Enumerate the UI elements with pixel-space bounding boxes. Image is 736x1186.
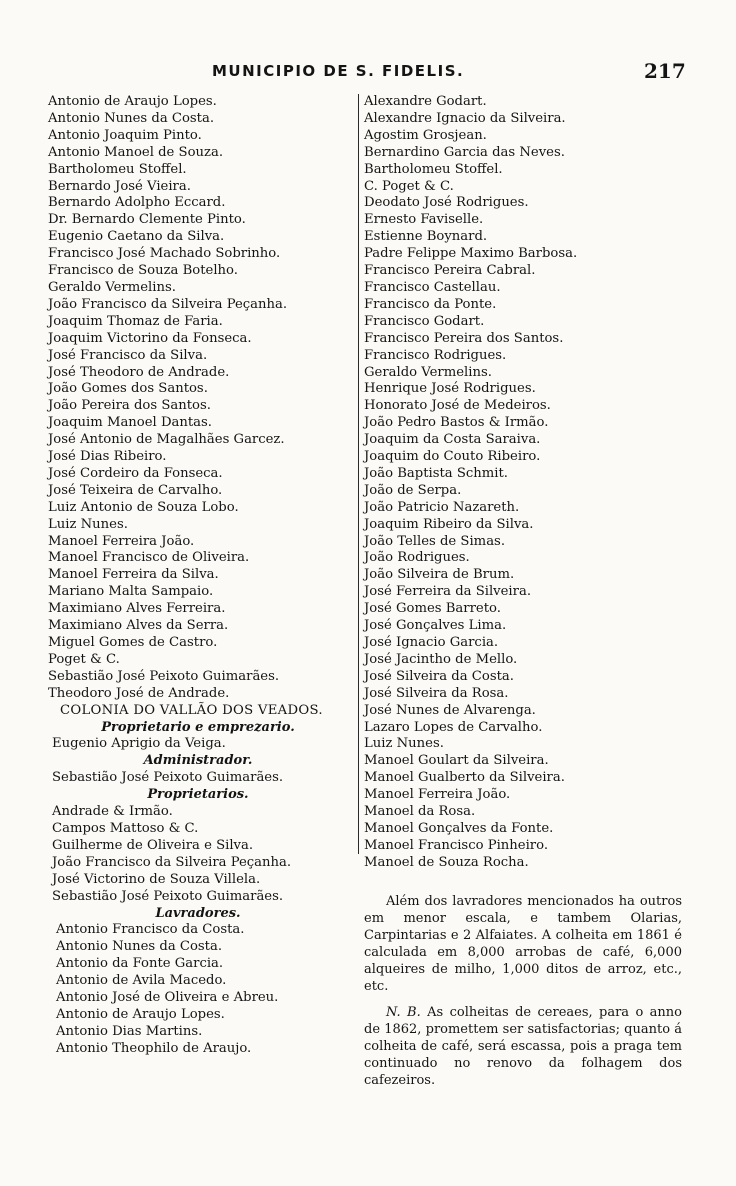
list-item: Manoel de Souza Rocha. xyxy=(364,854,529,870)
column-divider xyxy=(358,94,359,854)
list-item: Luiz Antonio de Souza Lobo. xyxy=(48,499,239,515)
list-item: Antonio José de Oliveira e Abreu. xyxy=(56,990,279,1006)
list-item: Henrique José Rodrigues. xyxy=(364,381,536,397)
list-item: João Gomes dos Santos. xyxy=(48,381,208,397)
list-item: Maximiano Alves da Serra. xyxy=(48,618,229,634)
list-item: João Patricio Nazareth. xyxy=(364,499,520,515)
proprietario-name: Eugenio Aprigio da Veiga. xyxy=(52,736,226,752)
proprietario-heading: Proprietario e emprezario. xyxy=(101,719,295,735)
list-item: Manoel Ferreira João. xyxy=(364,787,511,803)
note-text: As colheitas de cereaes, para o anno de 1862, promettem ser satisfactorias; quanto á colheita de café, será escassa, pois a praga tem continuado no renovo da folhagem dos cafezeiros. xyxy=(364,1005,682,1088)
list-item: Geraldo Vermelins. xyxy=(48,279,176,295)
list-item: Poget & C. xyxy=(48,651,120,667)
list-item: José Ignacio Garcia. xyxy=(364,635,499,650)
list-item: Theodoro José de Andrade. xyxy=(48,685,230,701)
list-item: Eugenio Caetano da Silva. xyxy=(48,229,225,245)
list-item: José Nunes de Alvarenga. xyxy=(364,702,536,718)
note-paragraph xyxy=(364,1004,682,1089)
list-item: José Jacintho de Mello. xyxy=(364,651,518,667)
list-item: Antonio Theophilo de Araujo. xyxy=(56,1040,252,1056)
lavradores-list xyxy=(48,922,354,1057)
list-item: Sebastião José Peixoto Guimarães. xyxy=(52,888,284,904)
list-item: Joaquim Manoel Dantas. xyxy=(48,415,213,431)
list-item: Antonio de Araujo Lopes. xyxy=(48,94,217,109)
list-item: Guilherme de Oliveira e Silva. xyxy=(52,837,254,853)
list-item: Padre Felippe Maximo Barbosa. xyxy=(364,246,578,262)
list-item: Antonio de Avila Macedo. xyxy=(56,973,227,989)
list-item: José Cordeiro da Fonseca. xyxy=(48,465,223,481)
list-item: Bartholomeu Stoffel. xyxy=(48,161,187,177)
list-item: Mariano Malta Sampaio. xyxy=(48,584,214,600)
names-list xyxy=(364,94,682,872)
list-item: Miguel Gomes de Castro. xyxy=(48,635,218,650)
list-item: João Rodrigues. xyxy=(364,550,470,566)
list-item: Francisco Godart. xyxy=(364,313,485,329)
list-item: Antonio Nunes da Costa. xyxy=(48,110,215,126)
list-item: Campos Mattoso & C. xyxy=(52,820,199,836)
list-item: José Gonçalves Lima. xyxy=(364,618,507,634)
list-item: Manoel da Rosa. xyxy=(364,804,476,820)
list-item: Bernardino Garcia das Neves. xyxy=(364,144,565,160)
list-item: José Silveira da Rosa. xyxy=(364,685,509,701)
list-item: Bernardo Adolpho Eccard. xyxy=(48,195,226,211)
page-number: 217 xyxy=(644,59,686,83)
proprietarios-heading: Proprietarios. xyxy=(147,787,249,803)
list-item: João Silveira de Brum. xyxy=(364,567,515,583)
list-item: Honorato José de Medeiros. xyxy=(364,398,551,414)
list-item: Ernesto Faviselle. xyxy=(364,212,484,228)
note-label: N. B. xyxy=(386,1005,421,1020)
list-item: Alexandre Ignacio da Silveira. xyxy=(364,110,566,126)
list-item: Manoel Ferreira João. xyxy=(48,533,195,549)
list-item: Antonio Nunes da Costa. xyxy=(56,939,223,955)
list-item: João Francisco da Silveira Peçanha. xyxy=(48,296,288,312)
list-item: José Theodoro de Andrade. xyxy=(48,364,230,380)
list-item: Andrade & Irmão. xyxy=(52,804,173,820)
list-item: Bernardo José Vieira. xyxy=(48,178,191,194)
list-item: Manoel Goulart da Silveira. xyxy=(364,753,549,769)
list-item: C. Poget & C. xyxy=(364,178,454,194)
list-item: Joaquim do Couto Ribeiro. xyxy=(364,449,541,465)
list-item: Francisco de Souza Botelho. xyxy=(48,263,238,279)
names-list xyxy=(48,94,354,703)
list-item: Antonio Joaquim Pinto. xyxy=(48,127,202,143)
left-column xyxy=(48,94,354,1058)
list-item: Francisco Rodrigues. xyxy=(364,347,507,363)
administrador-heading: Administrador. xyxy=(143,753,253,769)
list-item: Antonio de Araujo Lopes. xyxy=(56,1006,225,1022)
list-item: Alexandre Godart. xyxy=(364,94,487,109)
list-item: João Francisco da Silveira Peçanha. xyxy=(52,854,292,870)
list-item: Joaquim da Costa Saraiva. xyxy=(364,432,541,448)
lavradores-heading: Lavradores. xyxy=(155,905,241,921)
page-title: MUNICIPIO DE S. FIDELIS. xyxy=(212,62,465,80)
list-item: Antonio Dias Martins. xyxy=(56,1023,203,1039)
list-item: Joaquim Thomaz de Faria. xyxy=(48,313,223,329)
list-item: João Telles de Simas. xyxy=(364,533,506,549)
list-item: João Baptista Schmit. xyxy=(364,465,508,481)
right-column xyxy=(364,94,682,872)
list-item: Manoel Francisco de Oliveira. xyxy=(48,550,250,566)
proprietarios-list xyxy=(48,804,354,905)
list-item: José Dias Ribeiro. xyxy=(48,449,167,465)
list-item: Francisco da Ponte. xyxy=(364,296,497,312)
summary-paragraph xyxy=(364,893,682,995)
list-item: Bartholomeu Stoffel. xyxy=(364,161,503,177)
list-item: Manoel Francisco Pinheiro. xyxy=(364,837,549,853)
list-item: Francisco Pereira Cabral. xyxy=(364,263,536,279)
list-item: Agostim Grosjean. xyxy=(364,127,487,143)
list-item: João de Serpa. xyxy=(364,482,462,498)
list-item: Manoel Gonçalves da Fonte. xyxy=(364,820,554,836)
list-item: Lazaro Lopes de Carvalho. xyxy=(364,719,543,735)
list-item: Manoel Gualberto da Silveira. xyxy=(364,770,565,786)
summary-text: Além dos lavradores mencionados ha outros em menor escala, e tambem Olarias, Carpintarias e 2 Alfaiates. A colheita em 1861 é calculada em 8,000 arrobas de café, 6,000 alqueires de milho, 1,000 ditos de arroz, etc., etc. xyxy=(364,894,682,994)
list-item: José Ferreira da Silveira. xyxy=(364,584,532,600)
list-item: Joaquim Ribeiro da Silva. xyxy=(364,516,534,532)
list-item: Luiz Nunes. xyxy=(48,516,128,532)
list-item: José Teixeira de Carvalho. xyxy=(48,482,223,498)
list-item: Antonio Francisco da Costa. xyxy=(56,922,245,938)
list-item: José Antonio de Magalhães Garcez. xyxy=(48,432,285,448)
list-item: José Francisco da Silva. xyxy=(48,347,208,363)
list-item: Manoel Ferreira da Silva. xyxy=(48,567,219,583)
list-item: Francisco José Machado Sobrinho. xyxy=(48,246,281,262)
list-item: Antonio da Fonte Garcia. xyxy=(56,956,224,972)
list-item: João Pedro Bastos & Irmão. xyxy=(364,415,549,431)
list-item: José Victorino de Souza Villela. xyxy=(52,871,261,887)
list-item: Deodato José Rodrigues. xyxy=(364,195,529,211)
page-header xyxy=(0,59,736,86)
list-item: Luiz Nunes. xyxy=(364,736,444,752)
list-item: José Silveira da Costa. xyxy=(364,668,514,684)
list-item: Joaquim Victorino da Fonseca. xyxy=(48,330,252,346)
list-item: Maximiano Alves Ferreira. xyxy=(48,601,226,617)
list-item: Estienne Boynard. xyxy=(364,229,488,245)
list-item: Francisco Castellau. xyxy=(364,279,501,295)
administrador-name: Sebastião José Peixoto Guimarães. xyxy=(52,770,284,786)
list-item: Antonio Manoel de Souza. xyxy=(48,144,224,160)
list-item: José Gomes Barreto. xyxy=(364,601,501,617)
list-item: João Pereira dos Santos. xyxy=(48,398,211,414)
colonia-heading: COLONIA DO VALLÃO DOS VEADOS. xyxy=(60,702,323,718)
list-item: Geraldo Vermelins. xyxy=(364,364,492,380)
list-item: Sebastião José Peixoto Guimarães. xyxy=(48,668,280,684)
list-item: Dr. Bernardo Clemente Pinto. xyxy=(48,212,246,228)
list-item: Francisco Pereira dos Santos. xyxy=(364,330,564,346)
